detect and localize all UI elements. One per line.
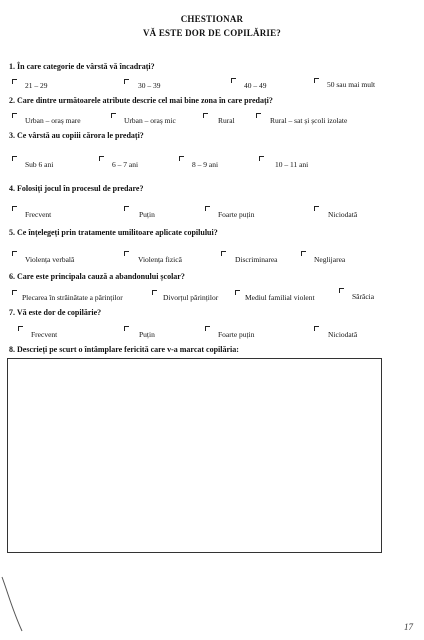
option-label: Neglijarea [314,255,346,264]
option-label: 21 – 29 [25,81,48,90]
checkbox-q2-opt3[interactable] [203,113,208,118]
checkbox-q4-opt2[interactable] [124,206,129,211]
question-6: 6. Care este principala cauză a abandonului școlar? [9,272,185,281]
option-label: Niciodată [328,330,358,339]
checkbox-q4-opt4[interactable] [314,206,319,211]
option-label: Divorțul părinților [163,293,219,302]
checkbox-q3-opt3[interactable] [179,156,184,161]
question-5: 5. Ce înțelegeți prin tratamente umilitoare aplicate copilului? [9,228,218,237]
checkbox-q4-opt3[interactable] [205,206,210,211]
checkbox-q5-opt2[interactable] [124,251,129,256]
option-label: Puțin [139,330,155,339]
checkbox-q2-opt2[interactable] [111,113,116,118]
option-label: Violența verbală [25,255,75,264]
option-label: Discriminarea [235,255,278,264]
option-label: Sărăcia [352,292,375,301]
checkbox-q3-opt2[interactable] [99,156,104,161]
checkbox-q6-opt4[interactable] [339,288,344,293]
question-3: 3. Ce vârstă au copiii cărora le predați? [9,131,144,140]
option-label: Rural – sat și școli izolate [270,116,348,125]
checkbox-q1-opt2[interactable] [124,79,129,84]
option-label: 10 – 11 ani [275,160,309,169]
checkbox-q7-opt2[interactable] [124,326,129,331]
checkbox-q2-opt1[interactable] [12,113,17,118]
option-label: Frecvent [31,330,58,339]
pen-stroke-mark [0,575,40,635]
question-8: 8. Descrieți pe scurt o întâmplare fericită care v-a marcat copilăria: [9,345,239,354]
option-label: Rural [218,116,235,125]
option-label: Urban – oraș mic [124,116,176,125]
question-7: 7. Vă este dor de copilărie? [9,308,102,317]
option-label: Niciodată [328,210,358,219]
checkbox-q6-opt2[interactable] [152,290,157,295]
option-label: Mediul familial violent [245,293,315,302]
question-4: 4. Folosiți jocul în procesul de predare? [9,184,144,193]
checkbox-q6-opt1[interactable] [12,290,17,295]
option-label: Frecvent [25,210,52,219]
option-label: 30 – 39 [138,81,161,90]
option-label: Sub 6 ani [25,160,54,169]
checkbox-q7-opt4[interactable] [314,326,319,331]
option-label: Violența fizică [138,255,182,264]
question-1: 1. În care categorie de vârstă vă încadrați? [9,62,155,71]
option-label: Plecarea în străinătate a părinților [22,293,123,302]
document-title: CHESTIONAR [180,14,244,24]
option-label: Foarte puțin [218,330,255,339]
option-label: Urban – oraș mare [25,116,81,125]
checkbox-q5-opt4[interactable] [301,251,306,256]
document-subtitle: VĂ ESTE DOR DE COPILĂRIE? [142,28,282,38]
checkbox-q2-opt4[interactable] [256,113,261,118]
option-label: Puțin [139,210,155,219]
checkbox-q1-opt3[interactable] [231,78,236,83]
question-2: 2. Care dintre următoarele atribute descrie cel mai bine zona în care predați? [9,96,273,105]
checkbox-q5-opt1[interactable] [12,251,17,256]
option-label: 6 – 7 ani [112,160,139,169]
checkbox-q1-opt1[interactable] [12,79,17,84]
checkbox-q4-opt1[interactable] [12,206,17,211]
answer-text-area[interactable] [7,358,382,553]
checkbox-q3-opt4[interactable] [259,156,264,161]
checkbox-q3-opt1[interactable] [12,156,17,161]
page-number: 17 [404,622,413,632]
option-label: 50 sau mai mult [327,80,376,89]
option-label: 8 – 9 ani [192,160,219,169]
checkbox-q7-opt1[interactable] [18,326,23,331]
checkbox-q5-opt3[interactable] [221,251,226,256]
option-label: 40 – 49 [244,81,267,90]
checkbox-q1-opt4[interactable] [314,78,319,83]
checkbox-q6-opt3[interactable] [235,290,240,295]
checkbox-q7-opt3[interactable] [205,326,210,331]
option-label: Foarte puțin [218,210,255,219]
